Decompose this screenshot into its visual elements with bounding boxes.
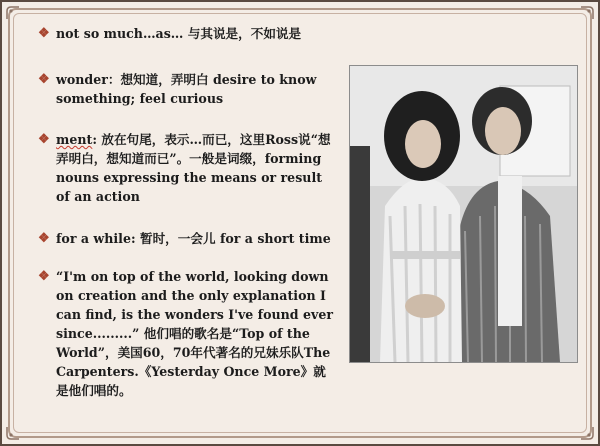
bullet-item <box>38 24 301 43</box>
bullet-text: wonder：想知道，弄明白 desire to know something; feel curious <box>56 72 317 106</box>
corner-ornament-icon <box>6 426 20 440</box>
bullet-text: not so much…as… 与其说是，不如说是 <box>56 26 302 41</box>
bullet-lead-word: ment <box>56 132 93 147</box>
bullet-marker-icon: ❖ <box>38 231 50 246</box>
bullet-item <box>38 229 331 248</box>
corner-ornament-icon <box>6 6 20 20</box>
bullet-marker-icon: ❖ <box>38 132 50 147</box>
corner-ornament-icon <box>580 426 594 440</box>
bullet-text: “I'm on top of the world, looking down on creation and the only explanation I can find, is the wonders I've found ever since.........” 他们唱的歌名是“Top of the World”，美国60，70年代著名的兄妹乐队The Carpenters.《Yesterday Once More》就是他们唱的。 <box>56 269 333 398</box>
bullet-text: : 放在句尾，表示…而已，这里Ross说“想弄明白，想知道而已”。一般是词缀，forming nouns expressing the means or result of an action <box>56 132 331 204</box>
carpenters-photo <box>349 65 578 363</box>
bullet-marker-icon: ❖ <box>38 72 50 87</box>
bullet-item <box>38 130 338 206</box>
bullet-item <box>38 70 338 108</box>
bullet-text: for a while: 暂时，一会儿 for a short time <box>56 231 331 246</box>
bullet-marker-icon: ❖ <box>38 269 50 284</box>
bullet-item <box>38 267 338 400</box>
bullet-marker-icon: ❖ <box>38 26 50 41</box>
corner-ornament-icon <box>580 6 594 20</box>
